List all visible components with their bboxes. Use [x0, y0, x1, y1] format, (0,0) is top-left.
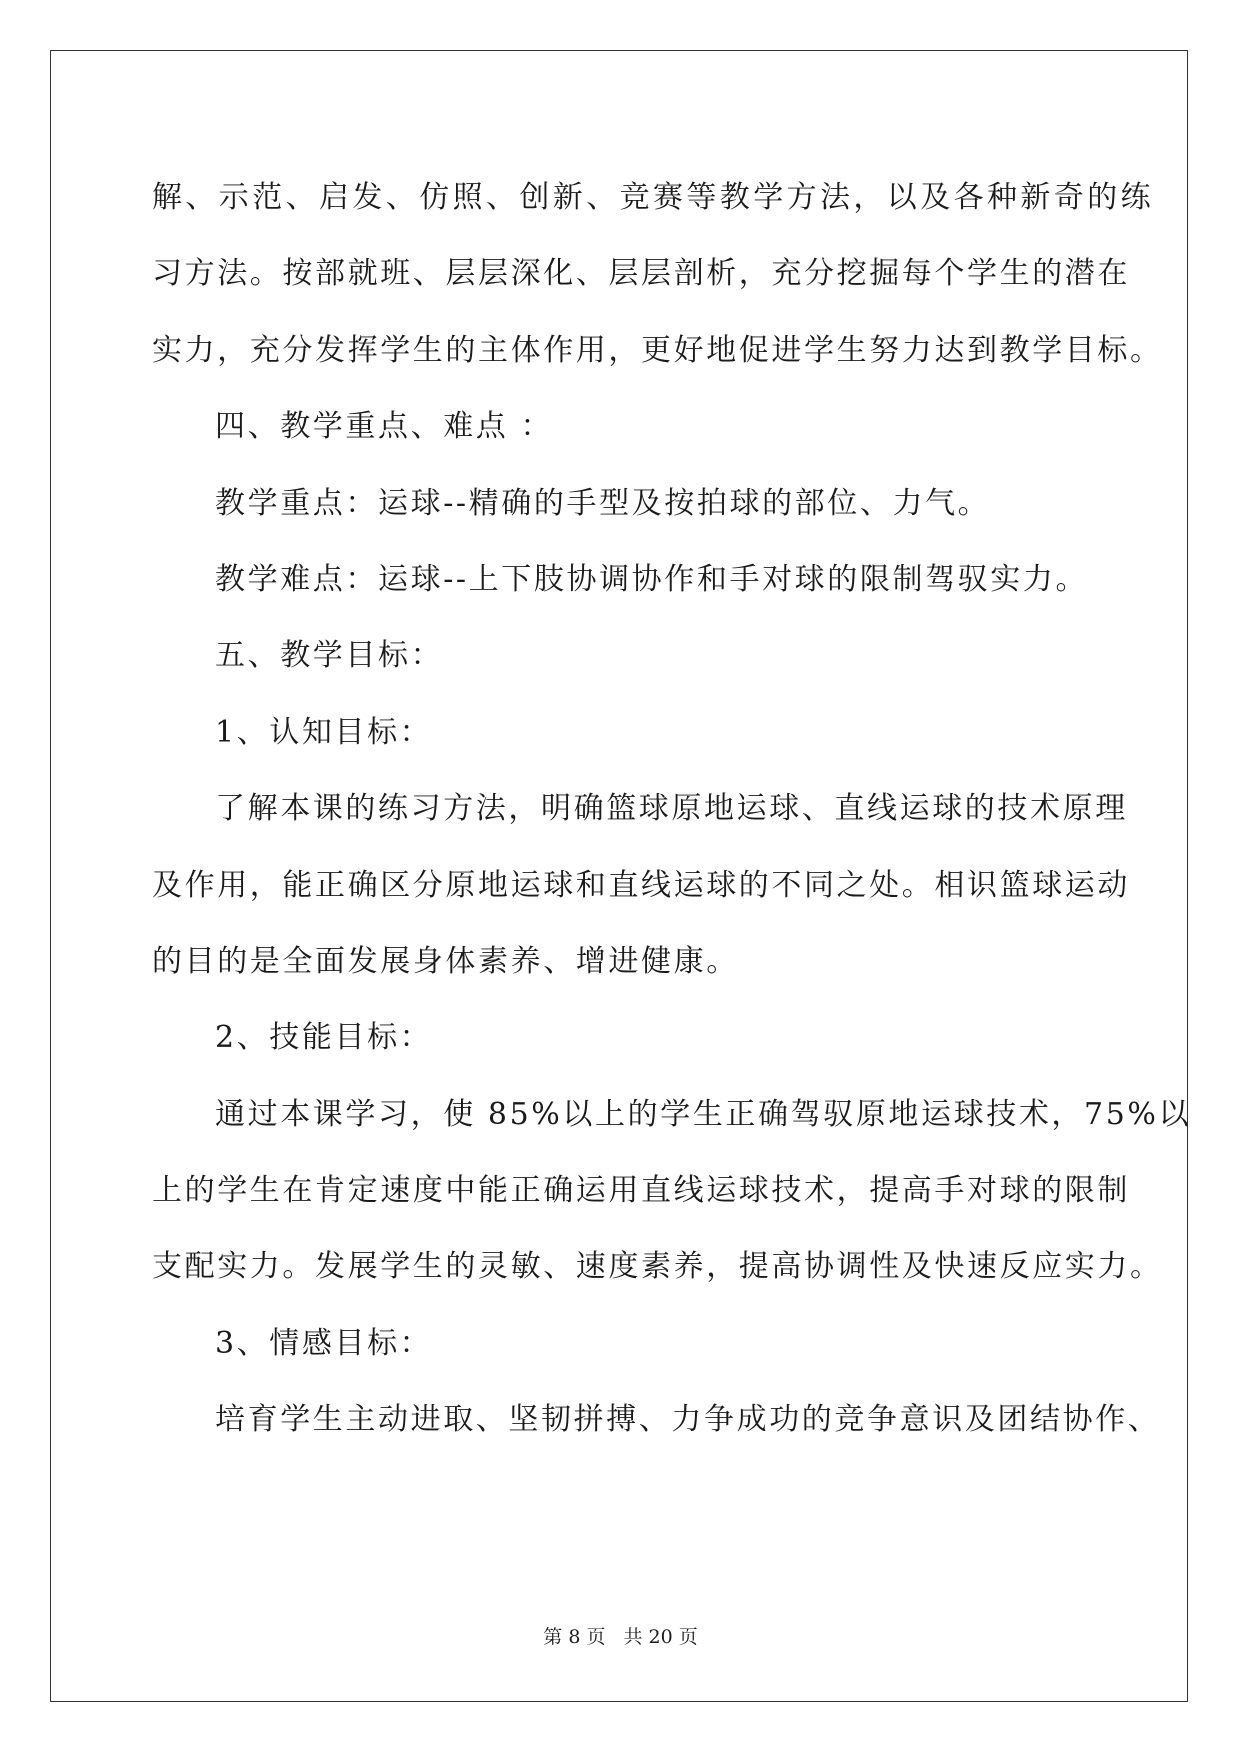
text-line: 培育学生主动进取、坚韧拼搏、力争成功的竞争意识及团结协作、	[215, 1402, 1161, 1438]
text-line: 及作用，能正确区分原地运球和直线运球的不同之处。相识篮球运动	[152, 867, 1130, 903]
text-line: 上的学生在肯定速度中能正确运用直线运球技术，提高手对球的限制	[152, 1173, 1130, 1209]
subsection-heading: 3、情感目标：	[215, 1325, 433, 1361]
text-line: 通过本课学习，使 85%以上的学生正确驾驭原地运球技术，75%以	[215, 1096, 1192, 1132]
text-line: 支配实力。发展学生的灵敏、速度素养，提高协调性及快速反应实力。	[152, 1249, 1163, 1285]
page-total: 共 20 页	[623, 1626, 698, 1648]
text-line: 实力，充分发挥学生的主体作用，更好地促进学生努力达到教学目标。	[152, 332, 1163, 368]
page-footer	[0, 1622, 1241, 1649]
document-body	[152, 160, 1192, 1459]
text-line: 解、示范、启发、仿照、创新、竞赛等教学方法，以及各种新奇的练	[152, 180, 1154, 215]
subsection-heading: 1、认知目标：	[215, 714, 433, 750]
section-heading: 四、教学重点、难点 ：	[215, 409, 554, 445]
text-line: 教学难点：运球--上下肢协调协作和手对球的限制驾驭实力。	[215, 561, 1089, 597]
text-line: 的目的是全面发展身体素养、增进健康。	[152, 943, 739, 979]
section-heading: 五、教学目标：	[215, 638, 444, 674]
text-line: 教学重点：运球--精确的手型及按拍球的部位、力气。	[215, 485, 991, 521]
subsection-heading: 2、技能目标：	[215, 1020, 433, 1056]
text-line: 习方法。按部就班、层层深化、层层剖析，充分挖掘每个学生的潜在	[152, 256, 1130, 292]
page-number: 第 8 页	[543, 1626, 606, 1648]
text-line: 了解本课的练习方法，明确篮球原地运球、直线运球的技术原理	[215, 791, 1128, 827]
